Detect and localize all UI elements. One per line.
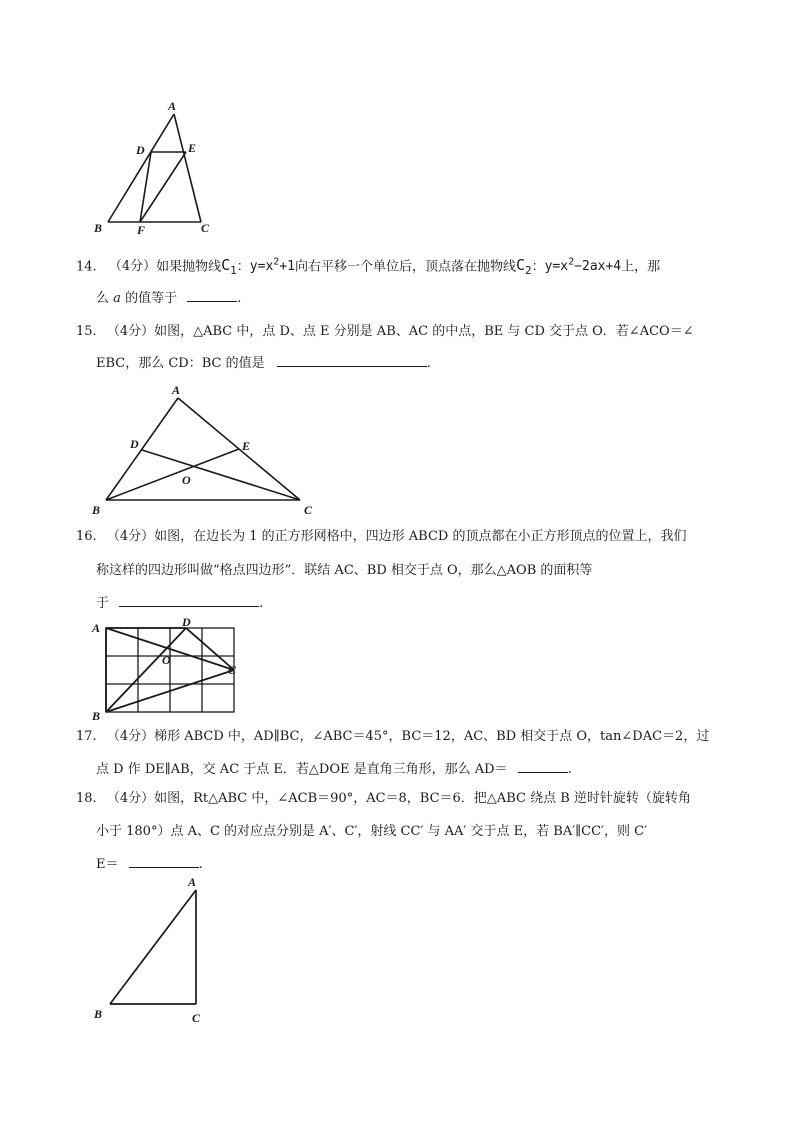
label-a: A (92, 621, 101, 635)
label-d: D (130, 437, 139, 451)
question-18-line-2 (96, 823, 647, 841)
answer-blank-16[interactable] (119, 594, 259, 607)
question-text: E＝ (96, 857, 119, 872)
question-text: 称这样的四边形叫做“格点四边形”．联结 AC、BD 相交于点 O，那么△AOB 的面积等 (96, 563, 593, 578)
label-a: A (172, 383, 181, 397)
question-text: 点 D 作 DE∥AB，交 AC 于点 E．若△DOE 是直角三角形，那么 AD＝ (96, 762, 508, 777)
question-14-line-1 (76, 254, 660, 280)
curve-c2: $C_2$ (515, 256, 532, 278)
text: 的值等于 (125, 291, 178, 306)
question-text-2: 向右平移一个单位后，顶点落在抛物线 (294, 259, 516, 275)
label-e: E (242, 439, 251, 453)
answer-blank-18[interactable] (129, 855, 199, 868)
figure-q13-triangle (88, 96, 228, 236)
question-number: 18. (76, 791, 97, 806)
question-text: （4分）如图，Rt△ABC 中，∠ACB＝90°，AC＝8，BC＝6．把△ABC 绕点 B 逆时针旋转（旋转角 (106, 791, 691, 806)
question-text: 如果抛物线 (156, 259, 222, 275)
answer-blank-15[interactable] (277, 354, 427, 367)
colon: ： (236, 259, 250, 275)
period: . (198, 857, 203, 872)
label-b: B (92, 709, 101, 722)
question-17-line-2 (96, 760, 572, 779)
label-f: F (137, 223, 146, 236)
question-text: 于 (96, 596, 110, 611)
question-15-line-1 (76, 323, 694, 341)
question-16-line-2 (96, 562, 592, 580)
period: . (567, 762, 572, 777)
question-14-line-2 (96, 289, 241, 308)
question-17-line-1 (76, 728, 709, 746)
label-e: E (188, 141, 197, 155)
question-score: （4分） (108, 259, 157, 275)
question-15-line-2 (96, 354, 431, 373)
question-number: 14. (76, 259, 97, 275)
question-text: EBC，那么 CD：BC 的值是 (96, 356, 265, 371)
question-text: 小于 180°）点 A、C 的对应点分别是 A′、C′，射线 CC′ 与 AA′ 交于点 E，若 BA′∥CC′，则 C′ (96, 824, 648, 839)
figure-q16-grid (88, 616, 248, 722)
label-c: C (192, 1011, 201, 1025)
answer-blank-17[interactable] (518, 760, 568, 773)
label-d: D (136, 143, 145, 157)
question-number: 17. (76, 729, 97, 744)
figure-q15-triangle (86, 382, 326, 520)
label-d: D (182, 616, 191, 629)
label-o: O (162, 653, 171, 667)
question-text: （4分）梯形 ABCD 中，AD∥BC，∠ABC＝45°，BC＝12，AC、BD 相交于点 O，tan∠DAC＝2，过 (106, 729, 710, 744)
question-16-line-3 (96, 594, 263, 613)
question-16-line-1 (76, 528, 686, 546)
label-c: C (304, 503, 313, 517)
label-a: A (188, 875, 197, 889)
label-b: B (92, 503, 101, 517)
figure-q18-right-triangle (88, 872, 218, 1028)
equation-2: $y=x^2-2ax+4$ (544, 257, 622, 275)
variable-a: a (113, 291, 121, 306)
label-c: C (228, 663, 237, 677)
period: . (259, 596, 264, 611)
curve-c1: $C_1$ (221, 256, 237, 278)
question-text: （4分）如图，△ABC 中，点 D、点 E 分别是 AB、AC 的中点，BE 与 CD 交于点 O．若∠ACO＝∠ (106, 324, 694, 339)
period: . (237, 291, 242, 306)
label-c: C (201, 221, 210, 235)
colon-2: ： (531, 259, 545, 275)
question-text-3: 上，那 (621, 259, 661, 275)
question-text: （4分）如图，在边长为 1 的正方形网格中，四边形 ABCD 的顶点都在小正方形顶点的位置上，我们 (106, 529, 687, 544)
question-18-line-1 (76, 790, 691, 808)
equation-1: $y=x^2+1$ (249, 257, 295, 275)
question-number: 16. (76, 529, 97, 544)
question-number: 15. (76, 324, 97, 339)
label-o: O (182, 473, 191, 487)
label-a: A (168, 99, 177, 113)
answer-blank-14[interactable] (187, 289, 237, 302)
period: . (426, 356, 431, 371)
text: 么 (96, 291, 110, 306)
label-b: B (94, 221, 103, 235)
label-b: B (94, 1007, 103, 1021)
